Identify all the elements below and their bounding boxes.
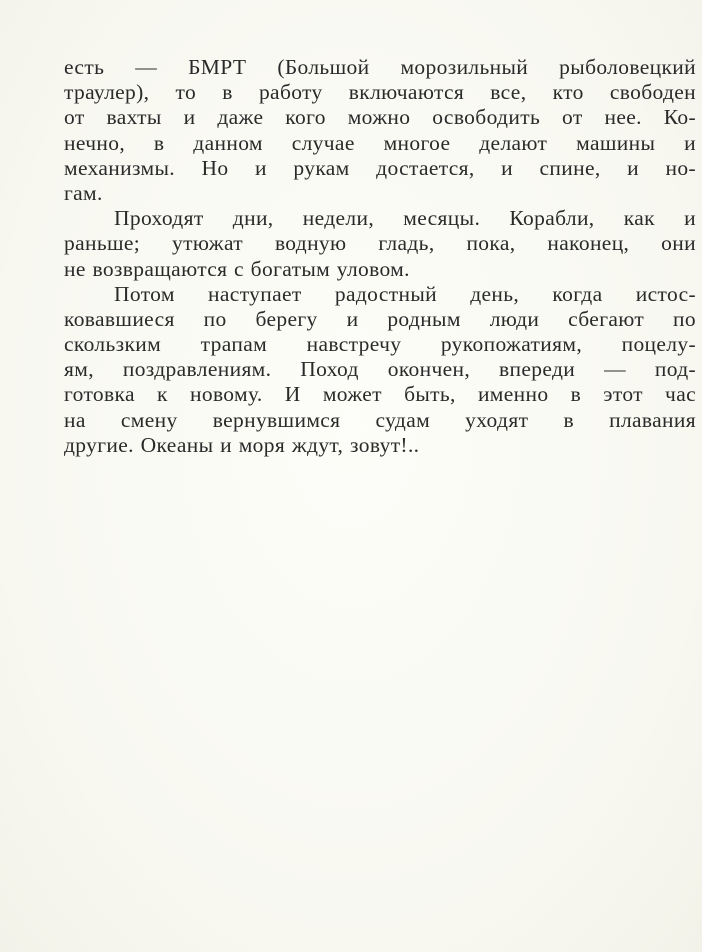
text-line: готовка к новому. И может быть, именно в этот час: [64, 382, 696, 407]
text-line: Потом наступает радостный день, когда истос-: [114, 281, 696, 306]
text-line: от вахты и даже кого можно освободить от нее. Ко-: [64, 105, 696, 130]
text-line: Проходят дни, недели, месяцы. Корабли, как и: [114, 206, 696, 231]
text-line: есть — БМРТ (Большой морозильный рыболовецкий: [64, 55, 696, 79]
text-line: траулер), то в работу включаются все, кто свободен: [64, 80, 696, 105]
text-line: механизмы. Но и рукам достается, и спине, и но-: [64, 155, 696, 180]
text-line: нечно, в данном случае многое делают машины и: [64, 130, 696, 155]
text-line: скользким трапам навстречу рукопожатиям, поцелу-: [64, 332, 696, 357]
page-text: [64, 55, 696, 458]
text-line: раньше; утюжат водную гладь, пока, наконец, они: [64, 231, 696, 256]
text-line: ям, поздравлениям. Поход окончен, впереди — под-: [64, 357, 696, 382]
paragraph-1: [64, 55, 696, 206]
text-line: другие. Океаны и моря ждут, зовут!..: [64, 432, 420, 457]
text-line: гам.: [64, 180, 103, 205]
paragraph-3: [64, 282, 696, 458]
paragraph-2: [64, 206, 696, 282]
text-line: на смену вернувшимся судам уходят в плавания: [64, 407, 696, 432]
text-line: не возвращаются с богатым уловом.: [64, 256, 410, 281]
text-line: ковавшиеся по берегу и родным люди сбегают по: [64, 306, 696, 331]
